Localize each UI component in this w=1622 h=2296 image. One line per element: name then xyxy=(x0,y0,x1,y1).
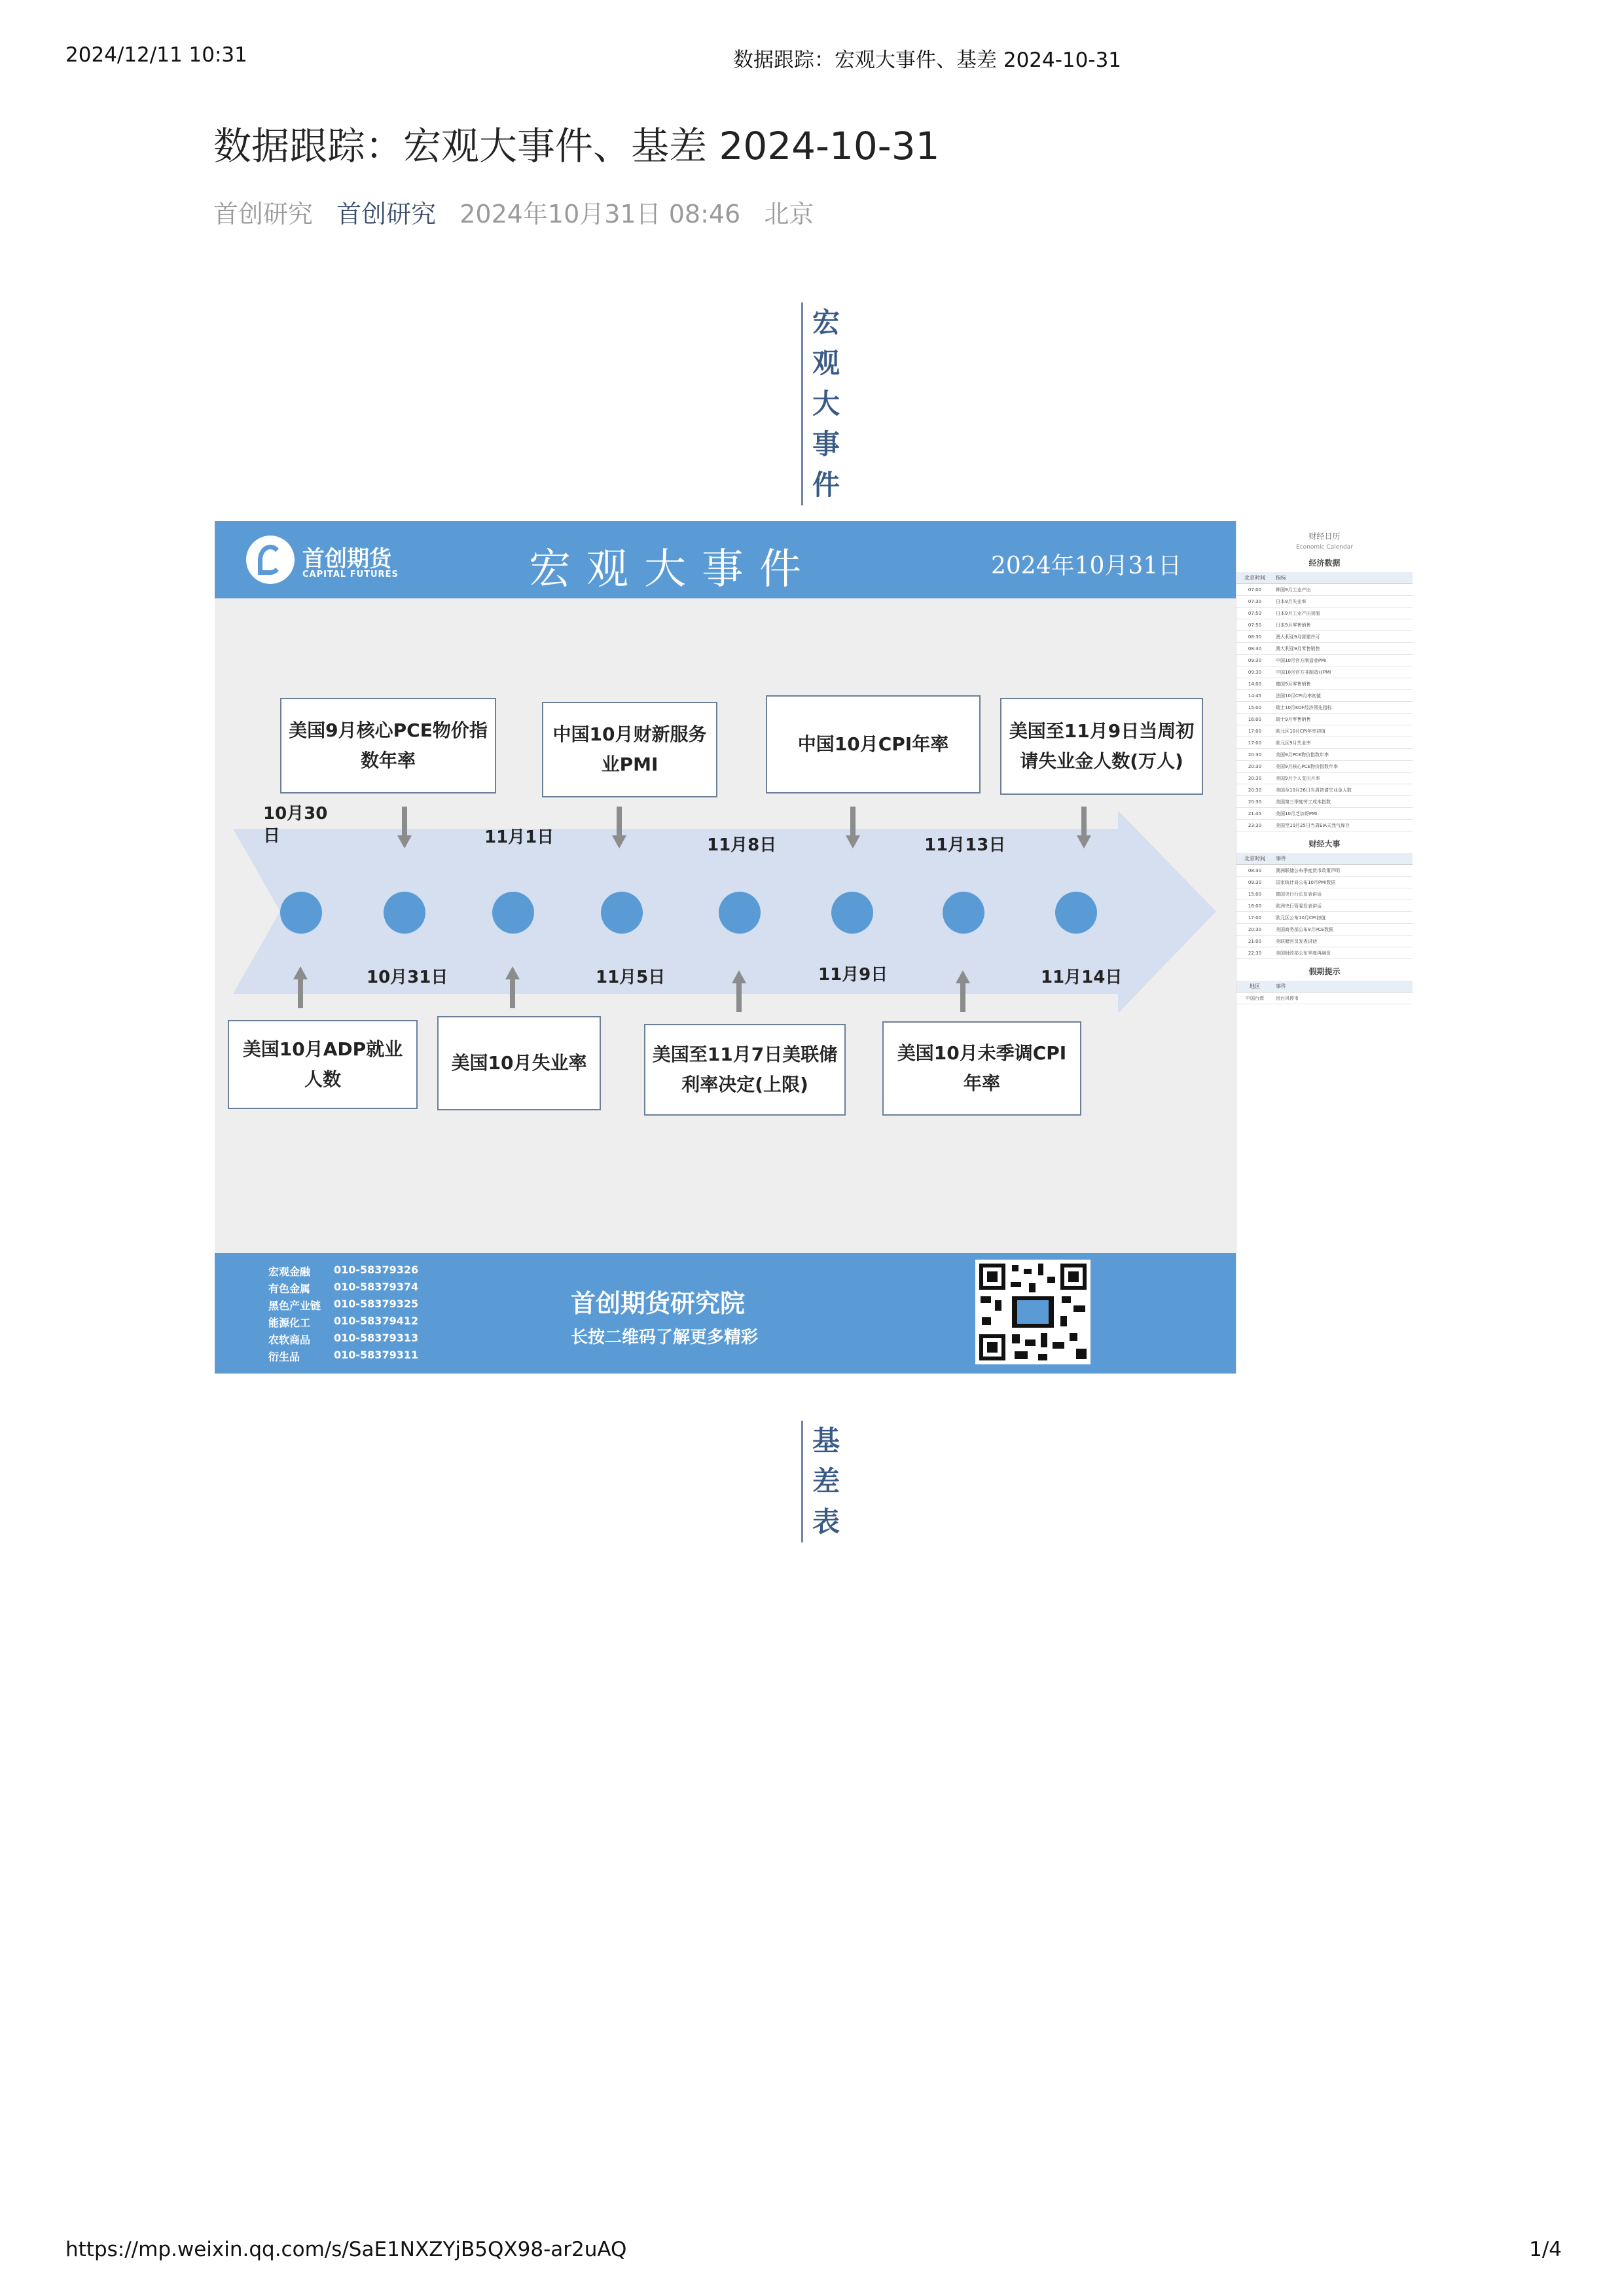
calendar-row: 07:50 日本9月工业产出初值 xyxy=(1236,608,1413,619)
event-us-fed-rate: 美国至11月7日美联储利率决定(上限) xyxy=(644,1024,846,1116)
infographic-title: 宏观大事件 xyxy=(529,545,817,594)
qr-code-icon[interactable] xyxy=(975,1260,1090,1364)
date-label: 11月8日 xyxy=(707,835,777,855)
logo-text: 首创期货 xyxy=(302,546,391,572)
article-meta xyxy=(213,194,829,230)
arrow-up-icon xyxy=(293,966,308,1008)
event-us-cpi-nsa: 美国10月未季调CPI年率 xyxy=(882,1021,1081,1116)
timeline-arrow-icon xyxy=(215,521,1236,1253)
timeline-dot xyxy=(831,892,873,934)
contact-row: 能源化工 010-58379412 xyxy=(268,1315,419,1329)
calendar-row: 20:30 美国9月个人支出月率 xyxy=(1236,773,1413,784)
print-datetime: 2024/12/11 10:31 xyxy=(65,43,247,67)
timeline-dot xyxy=(1055,892,1097,934)
print-title: 数据跟踪：宏观大事件、基差 2024-10-31 xyxy=(733,48,1122,72)
arrow-up-icon xyxy=(505,966,520,1008)
calendar-row: 20:30 美国9月PCE物价指数年率 xyxy=(1236,749,1413,761)
event-cn-cpi: 中国10月CPI年率 xyxy=(766,695,981,793)
date-label: 11月5日 xyxy=(596,968,666,987)
calendar-row: 21:45 美国10月芝加哥PMI xyxy=(1236,808,1413,820)
calendar-row: 20:30 美国第三季度劳工成本指数 xyxy=(1236,796,1413,808)
calendar-section-data: 经济数据 xyxy=(1308,558,1341,568)
economic-calendar xyxy=(1236,521,1413,1374)
date-label: 11月9日 xyxy=(818,965,888,985)
infographic-date: 2024年10月31日 xyxy=(991,553,1182,579)
calendar-row: 中国台湾 因台风停市 xyxy=(1236,993,1413,1004)
calendar-section-holiday: 假期提示 xyxy=(1308,967,1341,976)
calendar-row: 20:30 美国至10月26日当周初请失业金人数 xyxy=(1236,784,1413,796)
timeline-dot xyxy=(280,892,322,934)
article-author: 首创研究 xyxy=(213,200,314,228)
calendar-row: 08:30 澳大利亚9月营建许可 xyxy=(1236,631,1413,643)
calendar-row: 14:00 德国9月零售销售 xyxy=(1236,678,1413,690)
macro-events-infographic[interactable] xyxy=(215,521,1236,1374)
section-heading-macro: 宏 观 大 事 件 xyxy=(801,302,842,505)
calendar-row: 16:00 欧洲央行管委发表讲话 xyxy=(1236,900,1413,912)
timeline-dot xyxy=(943,892,984,934)
arrow-up-icon xyxy=(956,970,970,1012)
calendar-row: 22:30 美国财政部公布季度再融资 xyxy=(1236,947,1413,959)
date-label: 10月30日 xyxy=(263,804,328,846)
contact-row: 衍生品 010-58379311 xyxy=(268,1349,419,1363)
contact-row: 宏观金融 010-58379326 xyxy=(268,1264,419,1278)
calendar-subtitle: Economic Calendar xyxy=(1296,544,1353,551)
calendar-row: 14:45 法国10月CPI月率初值 xyxy=(1236,690,1413,702)
source-url[interactable]: https://mp.weixin.qq.com/s/SaE1NXZYjB5QX98-ar2uAQ xyxy=(65,2238,627,2261)
calendar-row: 16:00 瑞士9月零售销售 xyxy=(1236,714,1413,725)
arrow-down-icon xyxy=(612,807,626,848)
calendar-row: 21:00 美联储官员发表讲话 xyxy=(1236,936,1413,947)
calendar-row: 15:00 德国央行行长发表讲话 xyxy=(1236,888,1413,900)
calendar-row: 07:30 日本9月失业率 xyxy=(1236,596,1413,608)
calendar-row: 09:30 中国10月官方制造业PMI xyxy=(1236,655,1413,666)
arrow-up-icon xyxy=(732,970,746,1012)
institute-name: 首创期货研究院 xyxy=(571,1289,746,1318)
calendar-table-header: 地区 事件 xyxy=(1236,981,1413,993)
timeline-dot xyxy=(492,892,534,934)
event-us-unemployment: 美国10月失业率 xyxy=(437,1016,601,1110)
date-label: 11月1日 xyxy=(484,828,554,847)
article-title: 数据跟踪：宏观大事件、基差 2024-10-31 xyxy=(213,124,940,168)
timeline-dot xyxy=(719,892,761,934)
publish-datetime: 2024年10月31日 08:46 xyxy=(460,200,741,228)
calendar-row: 17:00 欧元区公布10月CPI初值 xyxy=(1236,912,1413,924)
calendar-row: 09:30 国家统计局公布10月PMI数据 xyxy=(1236,877,1413,888)
event-cn-caixin-pmi: 中国10月财新服务业PMI xyxy=(542,702,717,797)
contact-row: 有色金属 010-58379374 xyxy=(268,1281,419,1295)
contact-list xyxy=(268,1264,418,1366)
calendar-row: 15:00 瑞士10月KOF经济领先指标 xyxy=(1236,702,1413,714)
date-label: 10月31日 xyxy=(367,968,448,987)
contact-row: 黑色产业链 010-58379325 xyxy=(268,1298,419,1312)
calendar-holiday-rows xyxy=(1236,993,1413,1004)
timeline-dot xyxy=(384,892,425,934)
calendar-row: 08:30 澳洲联储公布季度货币政策声明 xyxy=(1236,865,1413,877)
publish-location: 北京 xyxy=(764,200,814,228)
event-us-jobless-claims: 美国至11月9日当周初请失业金人数(万人) xyxy=(1000,698,1203,795)
calendar-row: 09:30 中国10月官方非制造业PMI xyxy=(1236,666,1413,678)
calendar-row: 17:00 欧元区9月失业率 xyxy=(1236,737,1413,749)
calendar-data-rows xyxy=(1236,584,1413,831)
section-heading-basis: 基 差 表 xyxy=(801,1421,842,1542)
calendar-row: 20:30 美国9月核心PCE物价指数年率 xyxy=(1236,761,1413,773)
calendar-title: 财经日历 xyxy=(1308,532,1341,541)
logo-text-en: CAPITAL FUTURES xyxy=(302,570,399,579)
infographic-footer xyxy=(215,1253,1236,1374)
arrow-down-icon xyxy=(846,807,860,848)
date-label: 11月13日 xyxy=(924,835,1006,855)
institute-subtitle: 长按二维码了解更多精彩 xyxy=(571,1328,759,1347)
timeline-dot xyxy=(601,892,643,934)
page-number: 1/4 xyxy=(1529,2238,1562,2261)
arrow-down-icon xyxy=(1077,807,1091,848)
event-us-adp: 美国10月ADP就业人数 xyxy=(228,1020,418,1109)
calendar-row: 20:30 美国商务部公布9月PCE数据 xyxy=(1236,924,1413,936)
calendar-table-header: 北京时间 指标 xyxy=(1236,572,1413,584)
calendar-row: 23:30 美国至10月25日当周EIA天然气库存 xyxy=(1236,820,1413,831)
calendar-row: 07:00 韩国9月工业产出 xyxy=(1236,584,1413,596)
calendar-row: 07:50 日本9月零售销售 xyxy=(1236,619,1413,631)
date-label: 11月14日 xyxy=(1041,968,1123,987)
calendar-row: 08:30 澳大利亚9月零售销售 xyxy=(1236,643,1413,655)
account-link[interactable]: 首创研究 xyxy=(336,200,437,228)
calendar-section-events: 财经大事 xyxy=(1308,839,1341,848)
calendar-row: 17:00 欧元区10月CPI年率初值 xyxy=(1236,725,1413,737)
calendar-event-rows xyxy=(1236,865,1413,959)
calendar-table-header: 北京时间 事件 xyxy=(1236,853,1413,865)
event-us-core-pce: 美国9月核心PCE物价指数年率 xyxy=(280,698,496,793)
contact-row: 农软商品 010-58379313 xyxy=(268,1332,419,1346)
arrow-down-icon xyxy=(397,807,412,848)
